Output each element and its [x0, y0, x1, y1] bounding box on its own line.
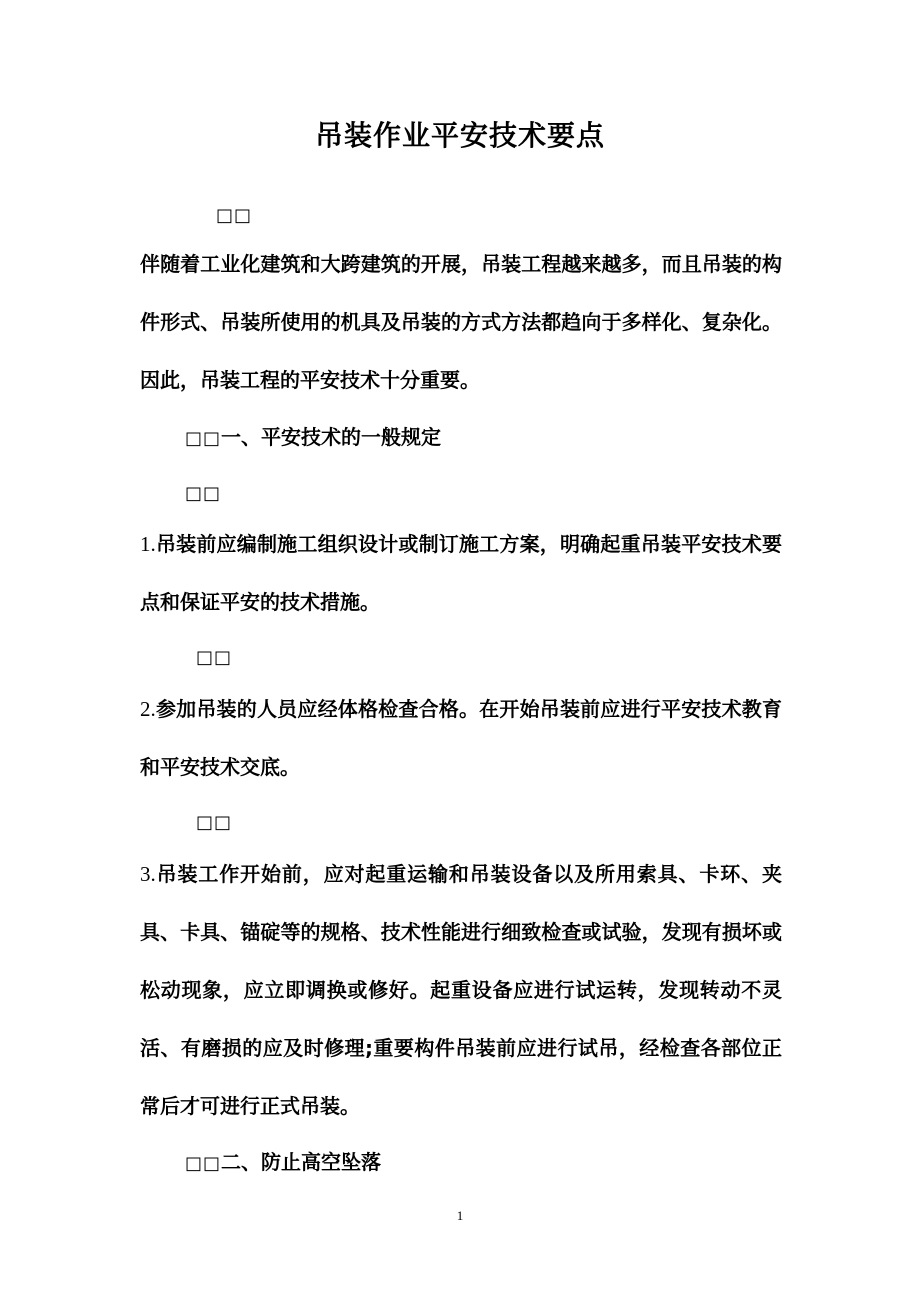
section-heading-general-rules: [185, 417, 441, 459]
page-number: 1: [456, 1208, 464, 1223]
list-item-number: 3.: [140, 862, 156, 886]
list-item-text: 吊装前应编制施工组织设计或制订施工方案，明确起重吊装平安技术要点和保证平安的技术措施。: [140, 532, 782, 614]
intro-paragraph: 伴随着工业化建筑和大跨建筑的开展，吊装工程越来越多，而且吊装的构件形式、吊装所使用的机具及吊装的方式方法都趋向于多样化、复杂化。因此，吊装工程的平安技术十分重要。: [140, 252, 782, 392]
paragraph-marker: □□: [185, 1153, 222, 1174]
paragraph-marker: □□: [185, 483, 222, 504]
section-heading-prevent-falls: [185, 1142, 381, 1184]
list-item-3: [140, 845, 782, 1135]
section-heading-text: 二、防止高空坠落: [221, 1150, 382, 1174]
list-item-text: 吊装工作开始前，应对起重运输和吊装设备以及所用索具、卡环、夹具、卡具、锚碇等的规格、技术性能进行细致检查或试验，发现有损坏或松动现象，应立即调换或修好。起重设备应进行试运转，发现转动不灵活、有磨损的应及时修理;重要构件吊装前应进行试吊，经检查各部位正常后才可进行正式吊装。: [140, 862, 782, 1118]
list-item-1: [140, 515, 782, 631]
list-item-number: 2.: [140, 697, 156, 721]
paragraph-marker: □□: [216, 205, 253, 226]
paragraph-marker: □□: [196, 647, 233, 668]
paragraph-marker: □□: [185, 428, 222, 449]
list-item-2: [140, 680, 782, 796]
list-item-text: 参加吊装的人员应经体格检查合格。在开始吊装前应进行平安技术教育和平安技术交底。: [140, 697, 782, 779]
paragraph-marker: □□: [196, 812, 233, 833]
section-heading-text: 一、平安技术的一般规定: [221, 425, 442, 449]
list-item-number: 1.: [140, 532, 156, 556]
document-title: 吊装作业平安技术要点: [314, 119, 605, 152]
